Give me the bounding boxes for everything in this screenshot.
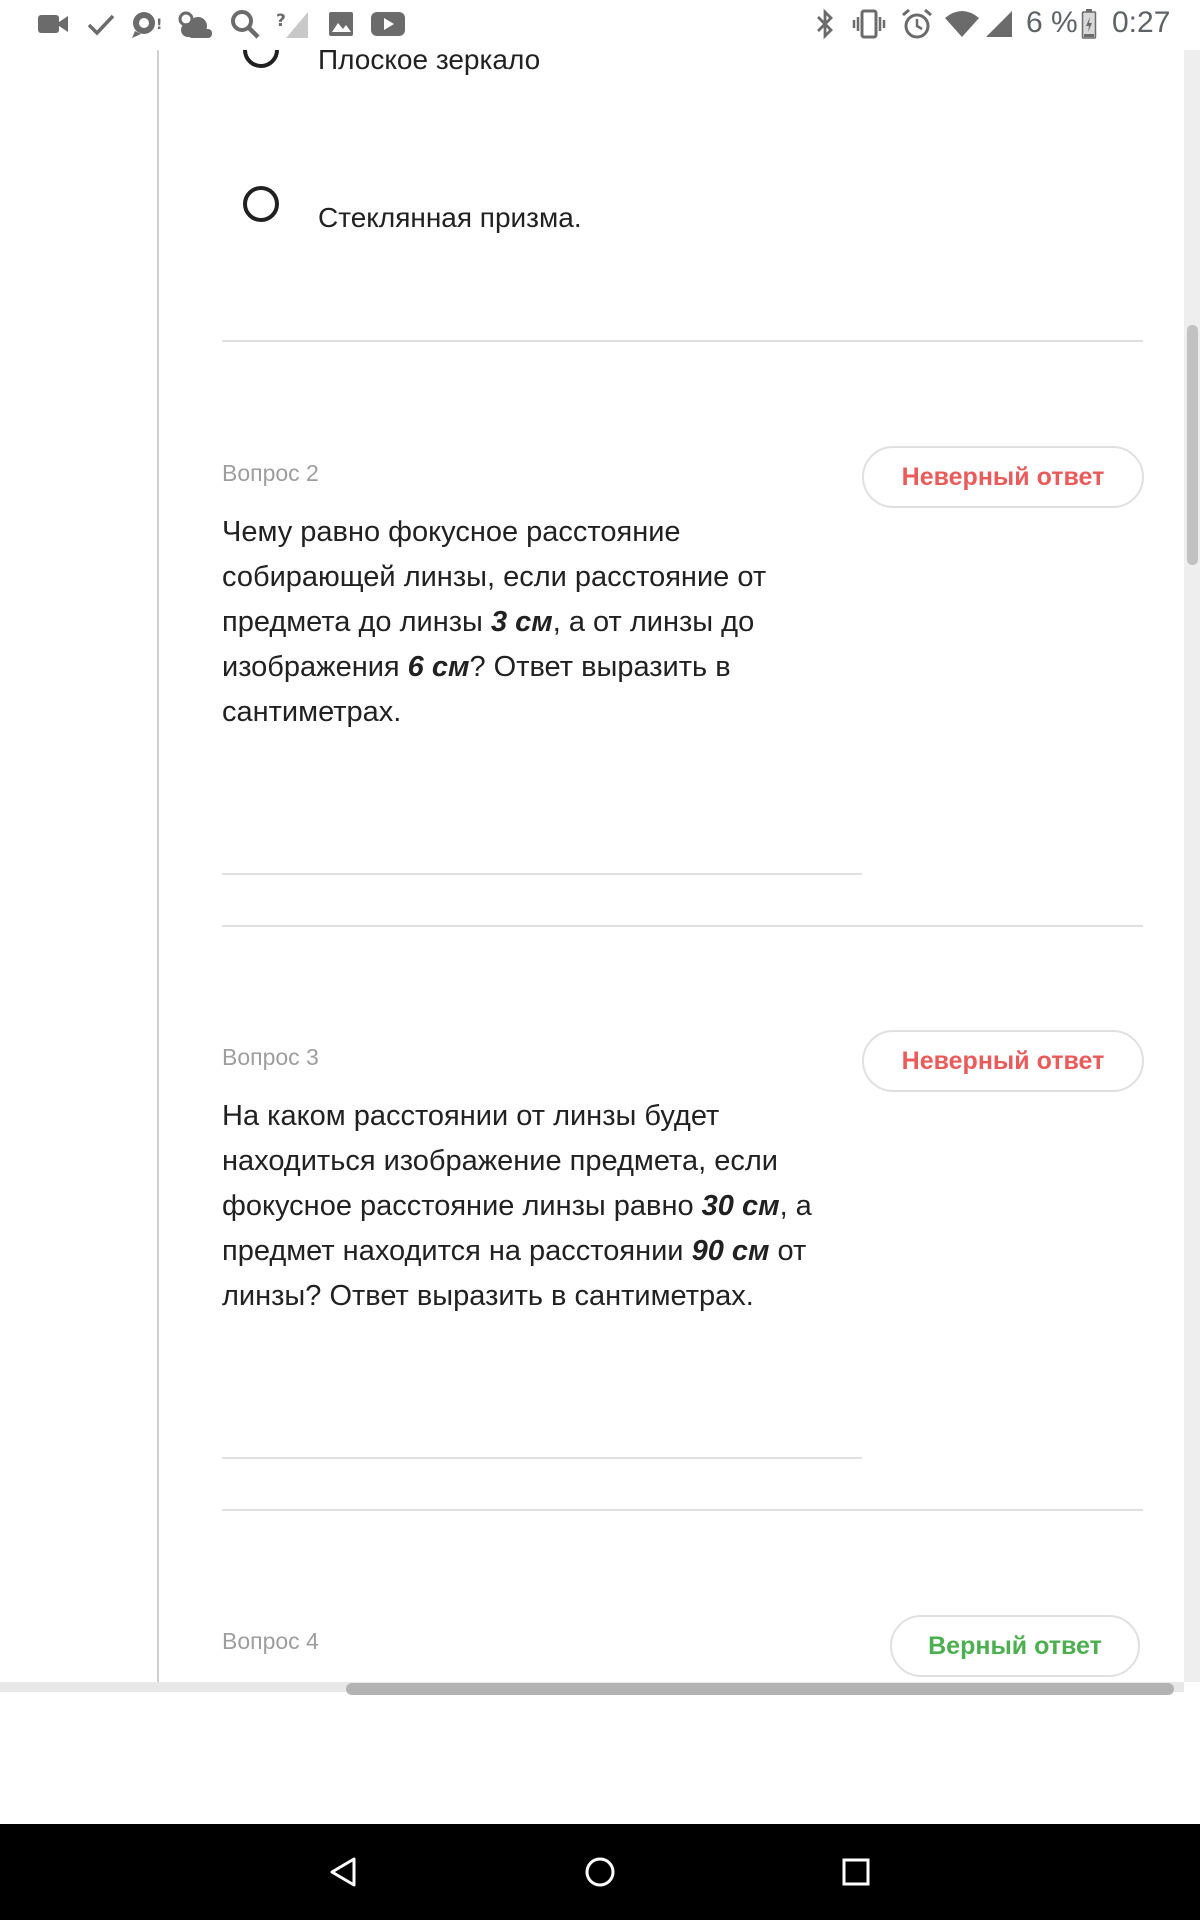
youtube-icon xyxy=(370,8,406,40)
question-divider xyxy=(222,925,1143,927)
battery-icon xyxy=(1080,8,1098,40)
vertical-scrollbar-thumb[interactable] xyxy=(1187,325,1198,565)
system-navigation-bar xyxy=(0,1824,1200,1920)
svg-text:?: ? xyxy=(276,11,286,31)
home-button[interactable] xyxy=(576,1848,624,1896)
recents-button[interactable] xyxy=(832,1848,880,1896)
option-label: Плоское зеркало xyxy=(318,50,541,75)
option-label: Стеклянная призма. xyxy=(318,202,582,233)
question-number: Вопрос 3 xyxy=(222,1044,319,1070)
search-icon xyxy=(228,8,262,40)
clock: 0:27 xyxy=(1112,6,1171,39)
radio-button[interactable] xyxy=(243,50,279,68)
vertical-scrollbar[interactable] xyxy=(1184,50,1200,1682)
svg-text:!: ! xyxy=(156,17,163,33)
cell-signal-icon xyxy=(984,8,1014,40)
alarm-icon xyxy=(900,8,934,40)
question-divider xyxy=(222,1509,1143,1511)
image-icon xyxy=(326,8,356,40)
chat-bubble-icon xyxy=(130,8,164,40)
question-number: Вопрос 2 xyxy=(222,460,319,486)
video-camera-icon xyxy=(36,8,70,40)
home-icon xyxy=(583,1855,617,1889)
back-icon xyxy=(327,1855,361,1889)
wifi-icon xyxy=(944,8,980,40)
battery-percent: 6 % xyxy=(1026,6,1078,39)
question-text: Чему равно фокусное расстояние собирающей линзы, если расстояние от предмета до линзы 3 см, а от линзы до изображения 6 см? Ответ выразить в сантиметрах. xyxy=(222,516,767,728)
recents-icon xyxy=(839,1855,873,1889)
answer-input[interactable] xyxy=(222,1457,862,1459)
quiz-results-page xyxy=(0,50,1200,1682)
wrong-answer-badge: Неверный ответ xyxy=(862,446,1144,508)
no-signal-icon xyxy=(276,8,310,40)
cloud-icon xyxy=(176,8,216,40)
answer-input[interactable] xyxy=(222,873,862,875)
horizontal-scrollbar-thumb[interactable] xyxy=(346,1683,1174,1695)
status-bar xyxy=(0,0,1200,50)
back-button[interactable] xyxy=(320,1848,368,1896)
radio-button[interactable] xyxy=(243,186,279,222)
correct-answer-badge: Верный ответ xyxy=(890,1615,1140,1677)
left-divider xyxy=(157,50,159,1682)
question-text: На каком расстоянии от линзы будет находиться изображение предмета, если фокусное расстояние линзы равно 30 см, а предмет находится на расстоянии 90 см от линзы? Ответ выразить в сантиметрах. xyxy=(222,1100,812,1312)
check-icon xyxy=(86,8,116,40)
question-number: Вопрос 4 xyxy=(222,1628,319,1654)
vibrate-icon xyxy=(852,8,886,40)
question-divider xyxy=(222,340,1143,342)
wrong-answer-badge: Неверный ответ xyxy=(862,1030,1144,1092)
bluetooth-icon xyxy=(812,8,838,40)
